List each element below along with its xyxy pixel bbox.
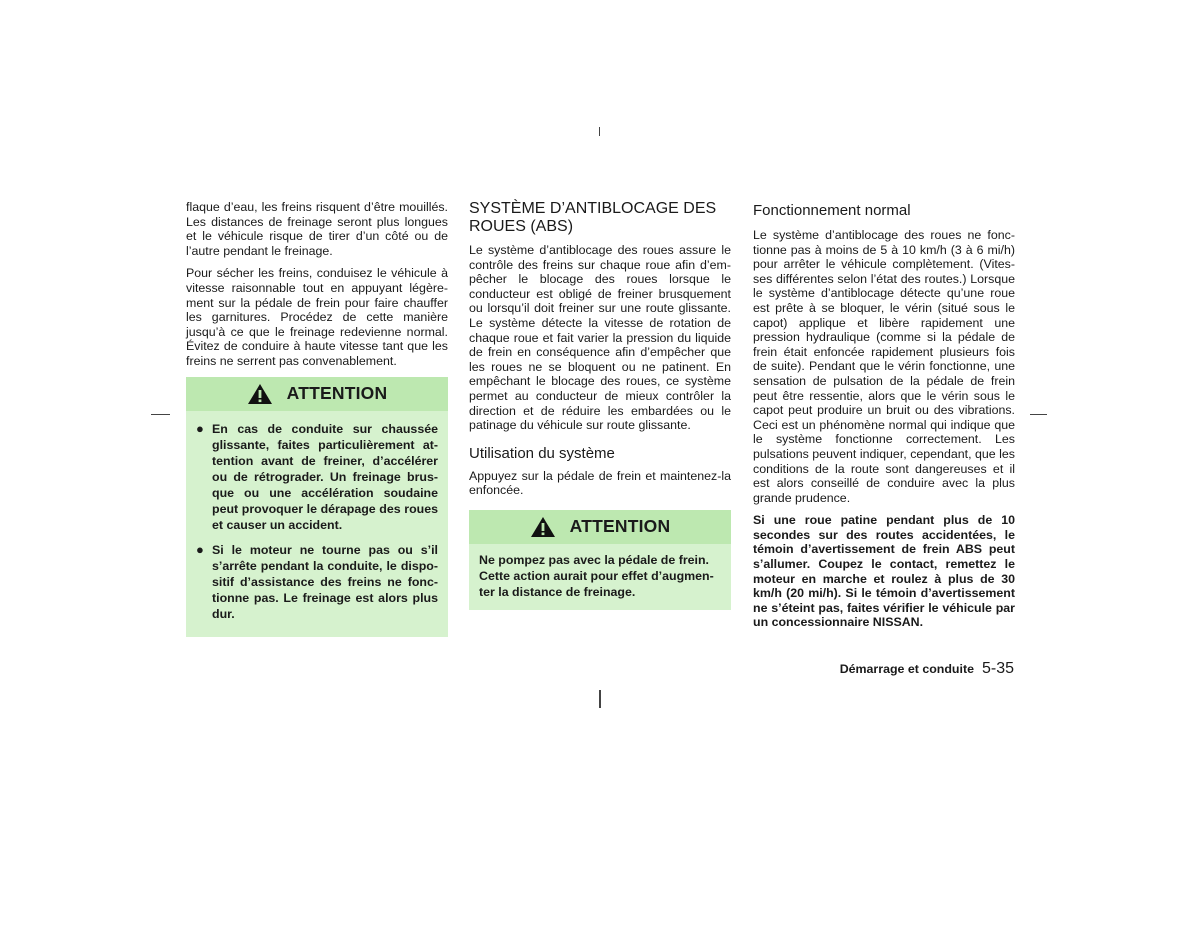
warning-box-slippery xyxy=(186,377,448,637)
crop-mark-top xyxy=(599,127,600,136)
warning-title: ATTENTION xyxy=(569,516,671,537)
crop-mark-left xyxy=(151,414,170,415)
subheading-usage: Utilisation du système xyxy=(469,444,615,462)
column-right xyxy=(753,200,1015,638)
page-footer xyxy=(840,660,1014,678)
column-middle xyxy=(469,200,731,610)
paragraph-wet-brakes: flaque d’eau, les freins risquent d’être mouillés. Les distances de freinage seront plus longues et le véhicule risque de tirer d’un côté ou de l’autre pendant le freinage. xyxy=(186,200,448,258)
section-heading-abs: SYSTÈME D’ANTIBLOCAGE DES ROUES (ABS) xyxy=(469,200,717,235)
warning-header xyxy=(186,377,448,411)
warning-text: Ne pompez pas avec la pédale de frein. Cette action aurait pour effet d’augmenter la distance de freinage. xyxy=(479,552,714,599)
warning-body xyxy=(186,411,448,637)
warning-title: ATTENTION xyxy=(286,383,388,404)
paragraph-usage: Appuyez sur la pédale de frein et maintenez-la enfoncée. xyxy=(469,468,731,498)
paragraph-abs-warning-light: Si une roue patine pendant plus de 10 secondes sur des routes accidentées, le témoin d’avertissement de frein ABS peut s’allumer. Coupez le contact, remettez le moteur en marche et roulez à plus de 30 km/h (20 mi/h). Si le témoin d’avertissement ne s’éteint pas, faites vérifier le véhicule par un concessionnaire NISSAN. xyxy=(753,513,1015,630)
warning-bullet xyxy=(196,421,438,533)
warning-body xyxy=(469,544,731,610)
paragraph-normal-operation: Le système d’antiblocage des roues ne fonctionne pas à moins de 5 à 10 km/h (3 à 6 mi/h) pour arrêter le véhicule complètement. (Vitesses différentes selon l’état des routes.) Lorsque le système d’antiblocage détecte qu’une roue est prête à se bloquer, le vérin (situé sous le capot) applique et libère rapidement une pression hydraulique (comme si la pédale de frein était enfoncée rapidement plusieurs fois de suite). Pendant que le vérin fonctionne, une sensation de pulsation de la pédale de frein peut être ressentie, alors que le vérin sous le capot peut produire un bruit ou des vibrations. Ceci est un phénomène normal qui indique que le système fonctionne correctement. Les pulsations peuvent indiquer, cependant, que les conditions de la route sont dangereuses et il est alors conseillé de conduire avec la plus grande prudence. xyxy=(753,228,1015,505)
footer-section-title: Démarrage et conduite xyxy=(839,662,974,676)
warning-bullet-text: En cas de conduite sur chaussée glissante, faites particulièrement attention avant de freiner, d’accélérer ou de rétrograder. Un freinage brusque ou une accélération soudaine peut provoquer le dérapage des roues et causer un accident. xyxy=(212,421,438,532)
crop-mark-right xyxy=(1030,414,1047,415)
subheading-normal-operation: Fonctionnement normal xyxy=(753,202,911,219)
warning-triangle-icon xyxy=(247,383,273,405)
warning-bullet xyxy=(196,542,438,622)
bullet-dot-icon: ● xyxy=(196,541,204,557)
warning-bullet-text: Si le moteur ne tourne pas ou s’il s’arrête pendant la conduite, le dispositif d’assistance des freins ne fonctionne pas. Le freinage est alors plus dur. xyxy=(212,542,438,621)
crop-mark-bottom xyxy=(599,690,601,708)
warning-header xyxy=(469,510,731,544)
paragraph-dry-brakes: Pour sécher les freins, conduisez le véhicule à vitesse raisonnable tout en appuyant légèrement sur la pédale de frein pour faire chauffer les garnitures. Procédez de cette manière jusqu’à ce que le freinage redevienne normal. Évitez de conduire à haute vitesse tant que les freins ne serrent pas convenablement. xyxy=(186,266,448,368)
bullet-dot-icon: ● xyxy=(196,420,204,436)
column-left xyxy=(186,200,448,637)
paragraph-abs-intro: Le système d’antiblocage des roues assure le contrôle des freins sur chaque roue afin d’empêcher le blocage des roues lorsque le conducteur est obligé de freiner brusquement ou lorsqu’il doit freiner sur une route glissante. Le système détecte la vitesse de rotation de chaque roue et fait varier la pression du liquide de frein en conséquence afin d’empêcher que les roues ne se bloquent ou ne patinent. En empêchant le blocage des roues, ce système permet au conducteur de mieux contrôler la direction et de réduire les embardées ou le patinage du véhicule sur route glissante. xyxy=(469,243,731,433)
page-number: 5-35 xyxy=(981,660,1014,677)
warning-triangle-icon xyxy=(530,516,556,538)
warning-box-pump xyxy=(469,510,731,610)
